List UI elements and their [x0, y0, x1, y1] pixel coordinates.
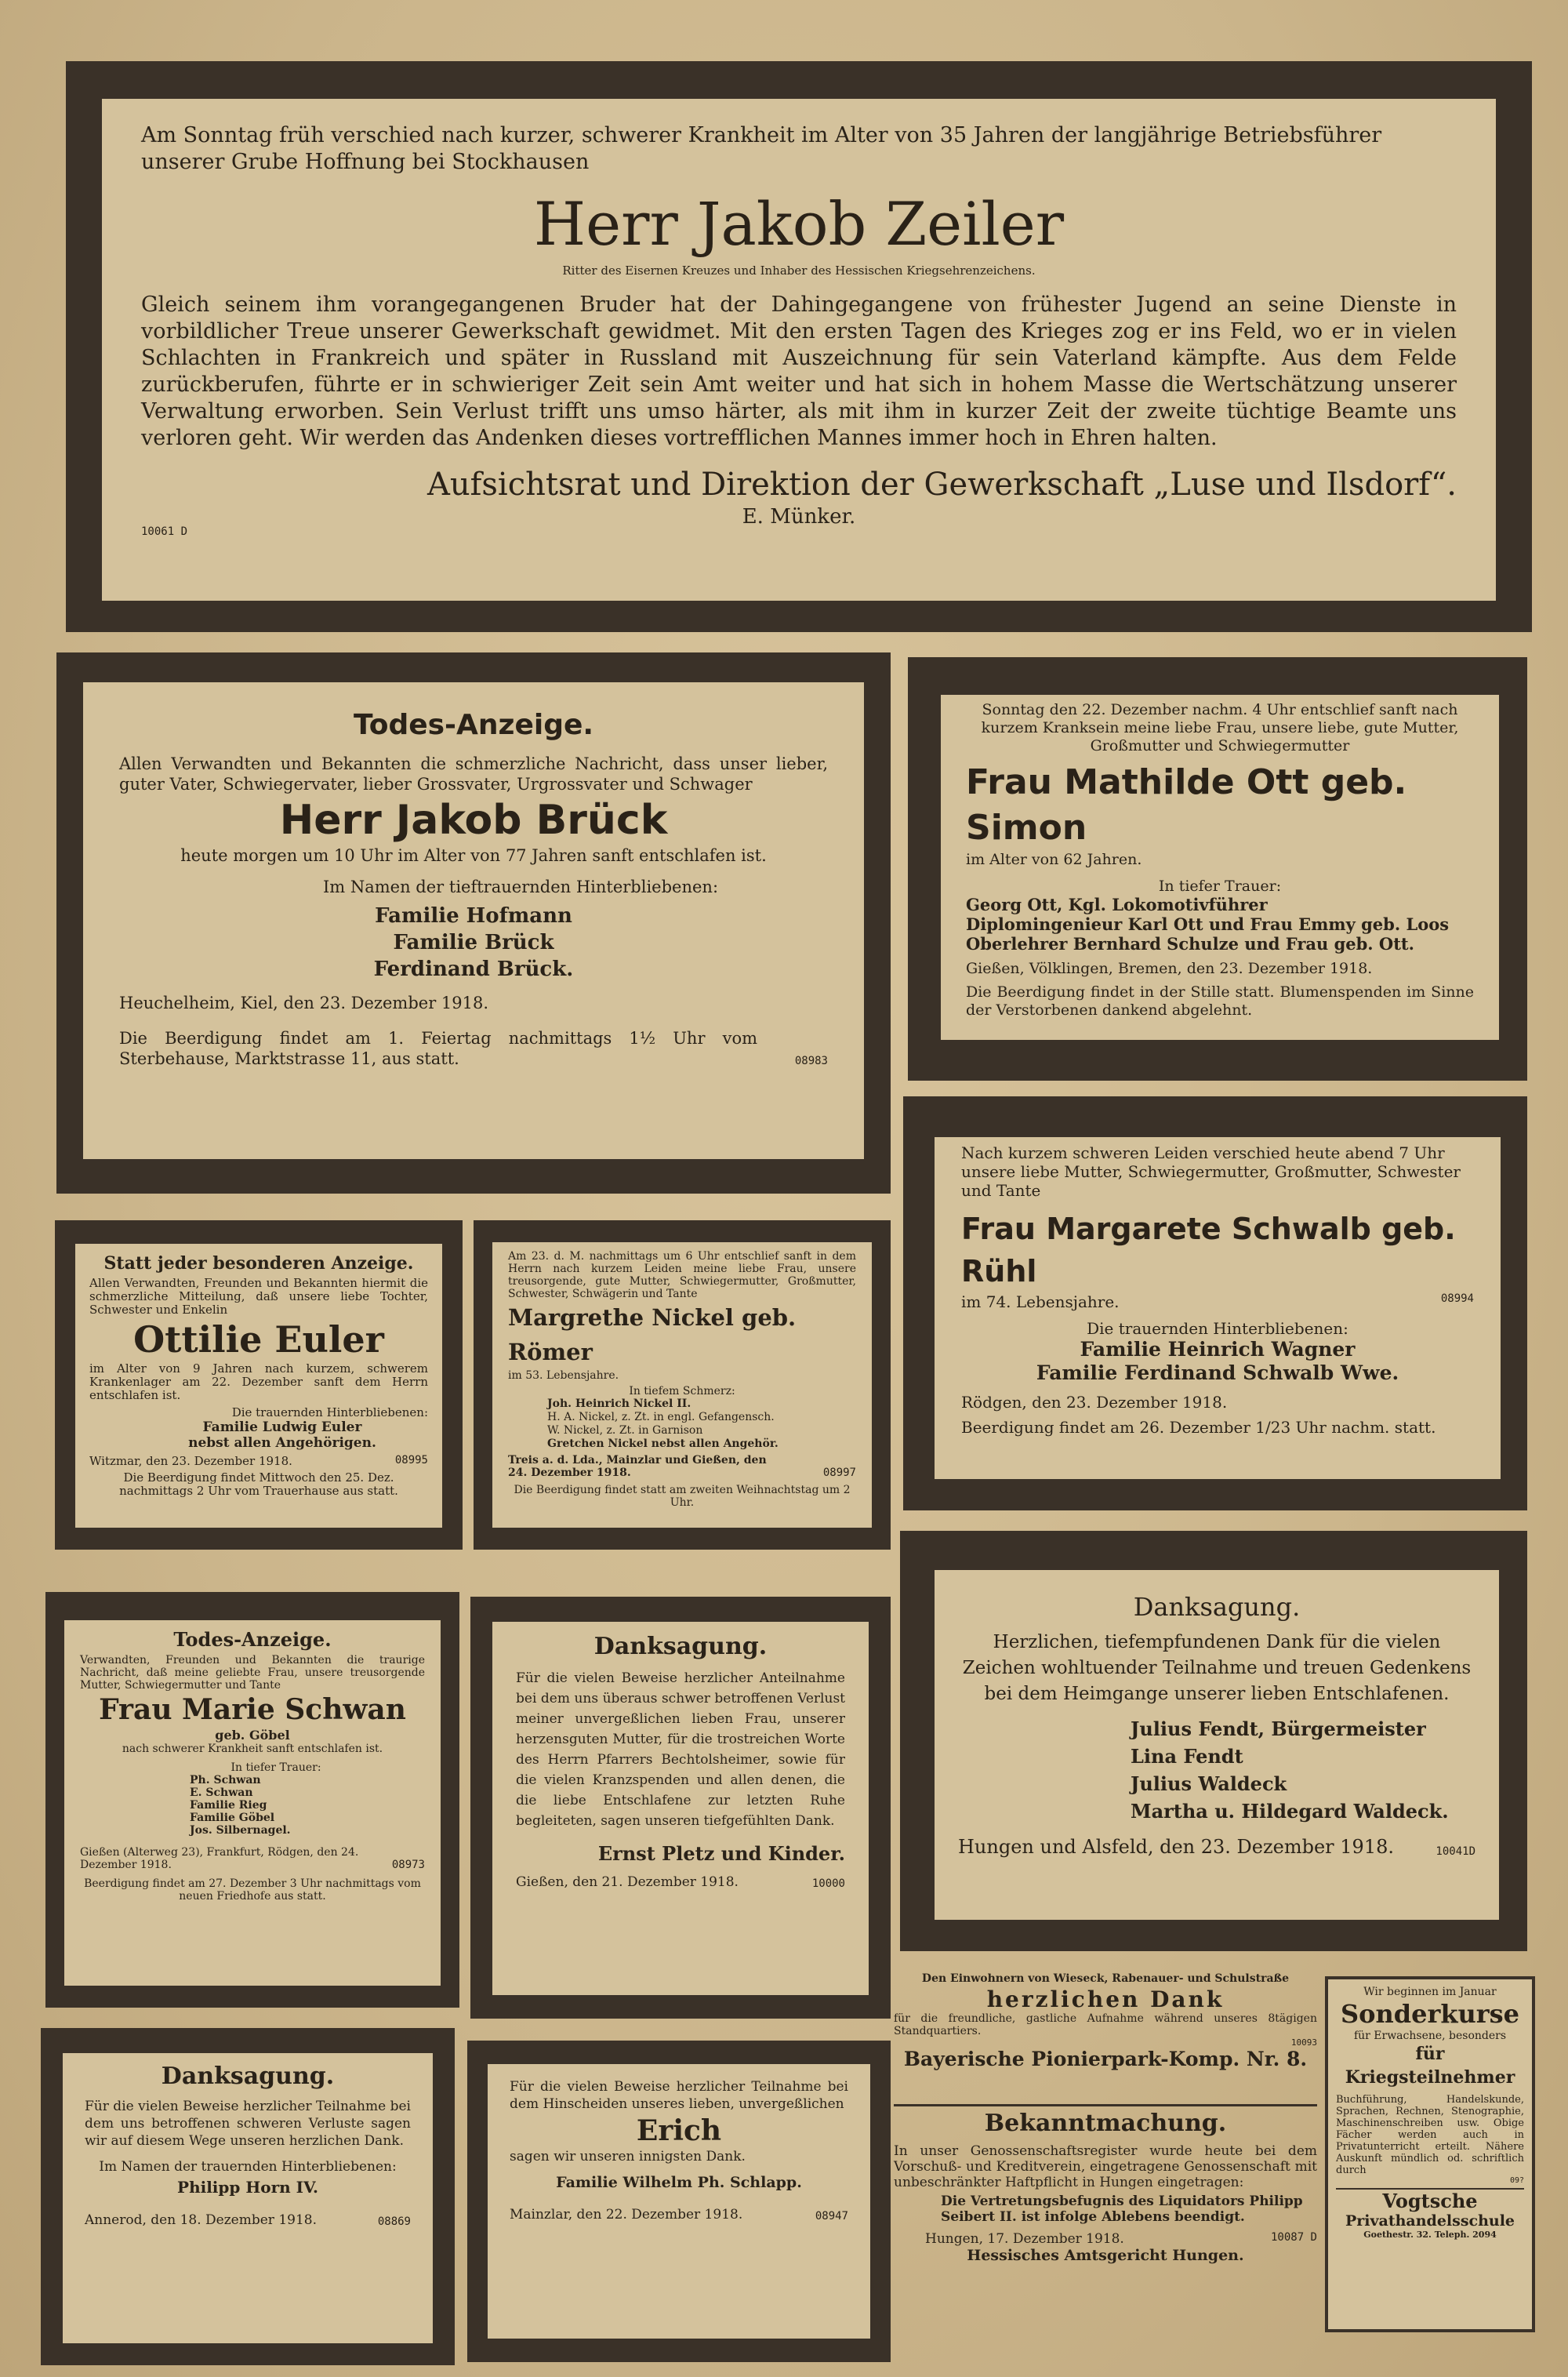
schwalb-mourners-intro: Die trauernden Hinterbliebenen: — [1087, 1319, 1348, 1338]
schlapp-body: Für die vielen Beweise herzlicher Teilnahme bei dem Hinscheiden unseres lieben, unvergeßlichen — [510, 2079, 848, 2112]
pletz-body: Für die vielen Beweise herzlicher Anteilnahme bei dem uns überaus schwer betroffenen Verlust meiner unvergeßlichen lieben Frau, unserer herzensguten Mutter, für die trostreichen Worte des Herrn Pfarrers Bechtolsheimer, sowie für die vielen Kranzspenden und allen denen, die die liebe Entschlafene zur letzten Ruhe begleiteten, sagen unseren tiefgefühlten Dank. — [516, 1670, 845, 1829]
schwalb-mourners — [961, 1338, 1474, 1385]
horn-signer: Philipp Horn IV. — [177, 2178, 318, 2197]
zeiler-signature: Aufsichtsrat und Direktion der Gewerkschaft „Luse und Ilsdorf“. — [426, 467, 1457, 503]
ott-mourners — [966, 895, 1474, 954]
brueck-code: 08983 — [794, 1055, 828, 1067]
obituary-schwalb — [903, 1096, 1527, 1510]
bekanntmachung-place-date: Hungen, 17. Dezember 1918. — [925, 2231, 1124, 2247]
nickel-mourners — [508, 1397, 856, 1451]
schwan-code: 08973 — [391, 1859, 425, 1871]
zeiler-body: Gleich seinem ihm vorangegangenen Bruder hat der Dahingegangene von frühester Jugend an seine Dienste in vorbildlicher Treue unserer Gewerkschaft gewidmet. Mit den ersten Tagen des Krieges zog er ins Feld, wo er in vielen Schlachten in Frankreich und später in Russland mit Auszeichnung für sein Vaterland kämpfte. Aus dem Felde zurückberufen, führte er in schwieriger Zeit sein Amt weiter und hat sich in hohem Masse die Wertschätzung unserer Verwaltung erworben. Sein Verlust trifft uns umso härter, als mit ihm in kurzer Zeit der zweite tüchtige Beamte uns verloren geht. Wir werden das Andenken dieses vortrefflichen Mannes immer hoch in Ehren halten. — [141, 293, 1457, 450]
mourner-name: Familie Göbel — [190, 1812, 275, 1824]
bekanntmachung-notice: Die Vertretungsbefugnis des Liquidators Philipp Seibert II. ist infolge Ablebens beendigt. — [941, 2193, 1303, 2225]
pionier-intro: Den Einwohnern von Wieseck, Rabenauer- und Schulstraße — [921, 1972, 1290, 1985]
pletz-code: 10000 — [811, 1877, 845, 1890]
euler-heading: Statt jeder besonderen Anzeige. — [103, 1253, 414, 1274]
zeiler-signer: E. Münker. — [742, 505, 856, 529]
mourner-name: Joh. Heinrich Nickel II. — [547, 1397, 691, 1410]
horn-mourners-intro: Im Namen der trauernden Hinterbliebenen: — [99, 2159, 397, 2175]
nickel-intro: Am 23. d. M. nachmittags um 6 Uhr entschlief sanft in dem Herrn nach kurzem Leiden meine liebe Frau, unsere treusorgende, gute Mutter, Schwiegermutter, Großmutter, Schwester, Schwägerin und Tante — [508, 1250, 856, 1300]
thanks-schlapp — [467, 2041, 891, 2362]
thanks-pletz — [470, 1597, 891, 2019]
schwan-place-date: Gießen (Alterweg 23), Frankfurt, Rödgen, den 24. Dezember 1918. — [80, 1846, 359, 1871]
schlapp-place-date: Mainzlar, den 22. Dezember 1918. — [510, 2207, 743, 2223]
schwalb-place-date: Rödgen, den 23. Dezember 1918. — [961, 1393, 1228, 1412]
obituary-brueck — [56, 652, 891, 1194]
brueck-name: Herr Jakob Brück — [279, 797, 668, 844]
schwalb-name: Frau Margarete Schwalb geb. Rühl — [961, 1212, 1456, 1288]
euler-mourners — [89, 1419, 428, 1451]
fendt-heading: Danksagung. — [1133, 1592, 1301, 1622]
nickel-code: 08997 — [822, 1467, 856, 1479]
euler-body: im Alter von 9 Jahren nach kurzem, schwerem Krankenlager am 22. Dezember sanft dem Herrn entschlafen ist. — [89, 1361, 428, 1402]
mourner-name: W. Nickel, z. Zt. in Garnison — [547, 1424, 703, 1437]
schwan-mourning: In tiefer Trauer: — [230, 1761, 321, 1774]
ott-funeral: Die Beerdigung findet in der Stille statt. Blumenspenden im Sinne der Verstorbenen dankend abgelehnt. — [966, 983, 1474, 1019]
obituary-nickel — [474, 1220, 891, 1550]
nickel-mourning: In tiefem Schmerz: — [629, 1385, 735, 1397]
brueck-heading: Todes-Anzeige. — [353, 709, 594, 741]
signer-name: Julius Waldeck — [1131, 1772, 1287, 1795]
pletz-signer: Ernst Pletz und Kinder. — [597, 1842, 845, 1865]
schwan-mourners — [80, 1774, 425, 1837]
brueck-intro: Allen Verwandten und Bekannten die schmerzliche Nachricht, dass unser lieber, guter Vater, Schwiegervater, lieber Grossvater, Urgrossvater und Schwager — [119, 754, 828, 794]
mourner-name: Ferdinand Brück. — [373, 958, 574, 981]
signer-name: Lina Fendt — [1131, 1745, 1243, 1768]
mourner-name: Familie Heinrich Wagner — [1080, 1338, 1356, 1361]
schwalb-age: im 74. Lebensjahre. — [961, 1292, 1120, 1311]
zeiler-name: Herr Jakob Zeiler — [533, 189, 1065, 259]
euler-mourners-intro: Die trauernden Hinterbliebenen: — [231, 1405, 428, 1419]
horn-code: 08869 — [377, 2215, 411, 2228]
euler-funeral: Die Beerdigung findet Mittwoch den 25. Dez. nachmittags 2 Uhr vom Trauerhause aus statt. — [119, 1470, 398, 1498]
brueck-place-date: Heuchelheim, Kiel, den 23. Dezember 1918. — [119, 994, 489, 1012]
nickel-place-date: Treis a. d. Lda., Mainzlar und Gießen, den 24. Dezember 1918. — [508, 1454, 767, 1479]
nickel-funeral: Die Beerdigung findet statt am zweiten Weihnachtstag um 2 Uhr. — [514, 1484, 851, 1509]
horn-body: Für die vielen Beweise herzlicher Teilnahme bei dem uns betroffenen schweren Verluste sagen wir auf diesem Wege unseren herzlichen Dank. — [85, 2099, 411, 2149]
mourner-name: Familie Ludwig Euler — [202, 1419, 362, 1435]
pionier-code: 10093 — [1290, 2037, 1317, 2048]
thanks-horn — [41, 2028, 455, 2365]
mourner-name: nebst allen Angehörigen. — [188, 1435, 376, 1451]
ott-age: im Alter von 62 Jahren. — [966, 851, 1142, 868]
schwalb-code: 08994 — [1440, 1292, 1474, 1305]
euler-place-date: Witzmar, den 23. Dezember 1918. — [89, 1454, 292, 1468]
mourner-name: H. A. Nickel, z. Zt. in engl. Gefangensch. — [547, 1411, 775, 1423]
schwalb-funeral: Beerdigung findet am 26. Dezember 1/23 Uhr nachm. statt. — [961, 1418, 1436, 1437]
fendt-place-date: Hungen und Alsfeld, den 23. Dezember 1918. — [958, 1836, 1394, 1858]
bekanntmachung-body: In unser Genossenschaftsregister wurde heute bei dem Vorschuß- und Kreditverein, eingetragene Genossenschaft mit unbeschränkter Haftpflicht in Hungen eingetragen: — [894, 2143, 1317, 2190]
schwan-name: Frau Marie Schwan — [99, 1693, 406, 1726]
vogtsche-address: Goethestr. 32. Teleph. 2094 — [1363, 2230, 1497, 2240]
nickel-name: Margrethe Nickel geb. Römer — [508, 1304, 797, 1365]
vogtsche-title2: für Kriegsteilnehmer — [1345, 2044, 1515, 2088]
obituary-schwan — [45, 1592, 459, 2008]
schwan-heading: Todes-Anzeige. — [173, 1628, 332, 1651]
euler-code: 08995 — [394, 1454, 428, 1467]
schwan-intro: Verwandten, Freunden und Bekannten die traurige Nachricht, daß meine geliebte Frau, unsere treusorgende Mutter, Schwiegermutter und Tante — [80, 1654, 425, 1692]
ott-place-date: Gießen, Völklingen, Bremen, den 23. Dezember 1918. — [966, 960, 1373, 977]
vogtsche-school: Vogtsche — [1336, 2188, 1524, 2212]
vogtsche-school2: Privathandelsschule — [1345, 2212, 1515, 2230]
thanks-pionier — [894, 1972, 1317, 2106]
fendt-signers — [958, 1715, 1475, 1825]
fendt-body: Herzlichen, tiefempfundenen Dank für die vielen Zeichen wohltuender Teilnahme und treuen Gedenkens bei dem Heimgange unserer lieben Entschlafenen. — [962, 1632, 1472, 1704]
schwalb-intro: Nach kurzem schweren Leiden verschied heute abend 7 Uhr unsere liebe Mutter, Schwiegermutter, Großmutter, Schwester und Tante — [961, 1143, 1461, 1200]
vogtsche-title: Sonderkurse — [1341, 1999, 1519, 2029]
vogtsche-body: Buchführung, Handelskunde, Sprachen, Rechnen, Stenographie, Maschinenschreiben usw. Obige Fächer werden auch in Privatunterricht erteilt. Nähere Auskunft mündlich od. schriftlich durch — [1336, 2094, 1524, 2176]
mourner-name: E. Schwan — [190, 1786, 253, 1799]
vogtsche-intro: Wir beginnen im Januar — [1363, 1986, 1497, 1998]
horn-heading: Danksagung. — [161, 2063, 335, 2090]
mourner-name: Familie Brück — [393, 931, 554, 954]
mourner-name: Georg Ott, Kgl. Lokomotivführer — [966, 895, 1268, 914]
horn-place-date: Annerod, den 18. Dezember 1918. — [85, 2212, 317, 2228]
schlapp-name: Erich — [636, 2114, 722, 2147]
obituary-zeiler — [66, 61, 1532, 632]
schwan-funeral: Beerdigung findet am 27. Dezember 3 Uhr nachmittags vom neuen Friedhofe aus statt. — [84, 1877, 421, 1903]
zeiler-intro: Am Sonntag früh verschied nach kurzer, schwerer Krankheit im Alter von 35 Jahren der langjährige Betriebsführer unserer Grube Hoffnung bei Stockhausen — [141, 123, 1382, 174]
brueck-funeral: Die Beerdigung findet am 1. Feiertag nachmittags 1½ Uhr vom Sterbehause, Marktstrasse 11, aus statt. — [119, 1029, 757, 1068]
vogtsche-subtitle: für Erwachsene, besonders — [1353, 2030, 1507, 2042]
euler-name: Ottilie Euler — [133, 1318, 384, 1361]
pionier-body: für die freundliche, gastliche Aufnahme während unseres 8tägigen Standquartiers. — [894, 2012, 1317, 2037]
signer-name: Martha u. Hildegard Waldeck. — [1131, 1800, 1449, 1823]
thanks-fendt — [900, 1531, 1527, 1951]
schwan-nee: geb. Göbel — [215, 1728, 290, 1743]
bekanntmachung-code: 10087 D — [1270, 2231, 1317, 2244]
brueck-mourners-intro: Im Namen der tieftrauernden Hinterbliebenen: — [322, 878, 719, 896]
ott-intro: Sonntag den 22. Dezember nachm. 4 Uhr entschlief sanft nach kurzem Kranksein meine liebe Frau, unsere liebe, gute Mutter, Großmutter und Schwiegermutter — [981, 701, 1459, 754]
pionier-heading: herzlichen Dank — [986, 1986, 1225, 2012]
pionier-signer: Bayerische Pionierpark-Komp. Nr. 8. — [903, 2048, 1308, 2070]
bekanntmachung-heading: Bekanntmachung. — [984, 2110, 1227, 2137]
mourner-name: Jos. Silbernagel. — [190, 1824, 291, 1837]
schlapp-signer: Familie Wilhelm Ph. Schlapp. — [556, 2174, 802, 2191]
ad-vogtsche — [1325, 1976, 1535, 2332]
euler-intro: Allen Verwandten, Freunden und Bekannten hiermit die schmerzliche Mitteilung, daß unsere liebe Tochter, Schwester und Enkelin — [89, 1276, 428, 1317]
nickel-age: im 53. Lebensjahre. — [508, 1369, 619, 1382]
pletz-heading: Danksagung. — [593, 1633, 768, 1660]
fendt-code: 10041D — [1436, 1845, 1475, 1858]
vogtsche-code: 09? — [1509, 2176, 1524, 2185]
bekanntmachung-signer: Hessisches Amtsgericht Hungen. — [967, 2247, 1244, 2264]
mourner-name: Diplomingenieur Karl Ott und Frau Emmy geb. Loos — [966, 914, 1450, 934]
mourner-name: Familie Rieg — [190, 1799, 267, 1812]
pletz-place-date: Gießen, den 21. Dezember 1918. — [516, 1874, 739, 1890]
mourner-name: Gretchen Nickel nebst allen Angehör. — [547, 1437, 779, 1450]
notice-bekanntmachung — [894, 2110, 1317, 2337]
schlapp-thanks: sagen wir unseren innigsten Dank. — [510, 2149, 746, 2164]
obituary-ott — [908, 657, 1527, 1081]
mourner-name: Familie Hofmann — [375, 904, 572, 928]
schlapp-code: 08947 — [815, 2210, 848, 2223]
mourner-name: Familie Ferdinand Schwalb Wwe. — [1036, 1361, 1399, 1384]
signer-name: Julius Fendt, Bürgermeister — [1131, 1717, 1426, 1740]
brueck-mourners — [119, 903, 828, 983]
mourner-name: Ph. Schwan — [190, 1774, 261, 1786]
mourner-name: Oberlehrer Bernhard Schulze und Frau geb. Ott. — [966, 934, 1414, 954]
schwan-line: nach schwerer Krankheit sanft entschlafen ist. — [122, 1743, 383, 1755]
ott-name: Frau Mathilde Ott geb. Simon — [966, 762, 1407, 848]
obituary-euler — [55, 1220, 463, 1550]
zeiler-code: 10061 D — [141, 525, 188, 538]
brueck-line: heute morgen um 10 Uhr im Alter von 77 Jahren sanft entschlafen ist. — [180, 846, 767, 865]
ott-mourning: In tiefer Trauer: — [1158, 878, 1282, 895]
zeiler-honors: Ritter des Eisernen Kreuzes und Inhaber des Hessischen Kriegsehrenzeichens. — [562, 264, 1036, 278]
